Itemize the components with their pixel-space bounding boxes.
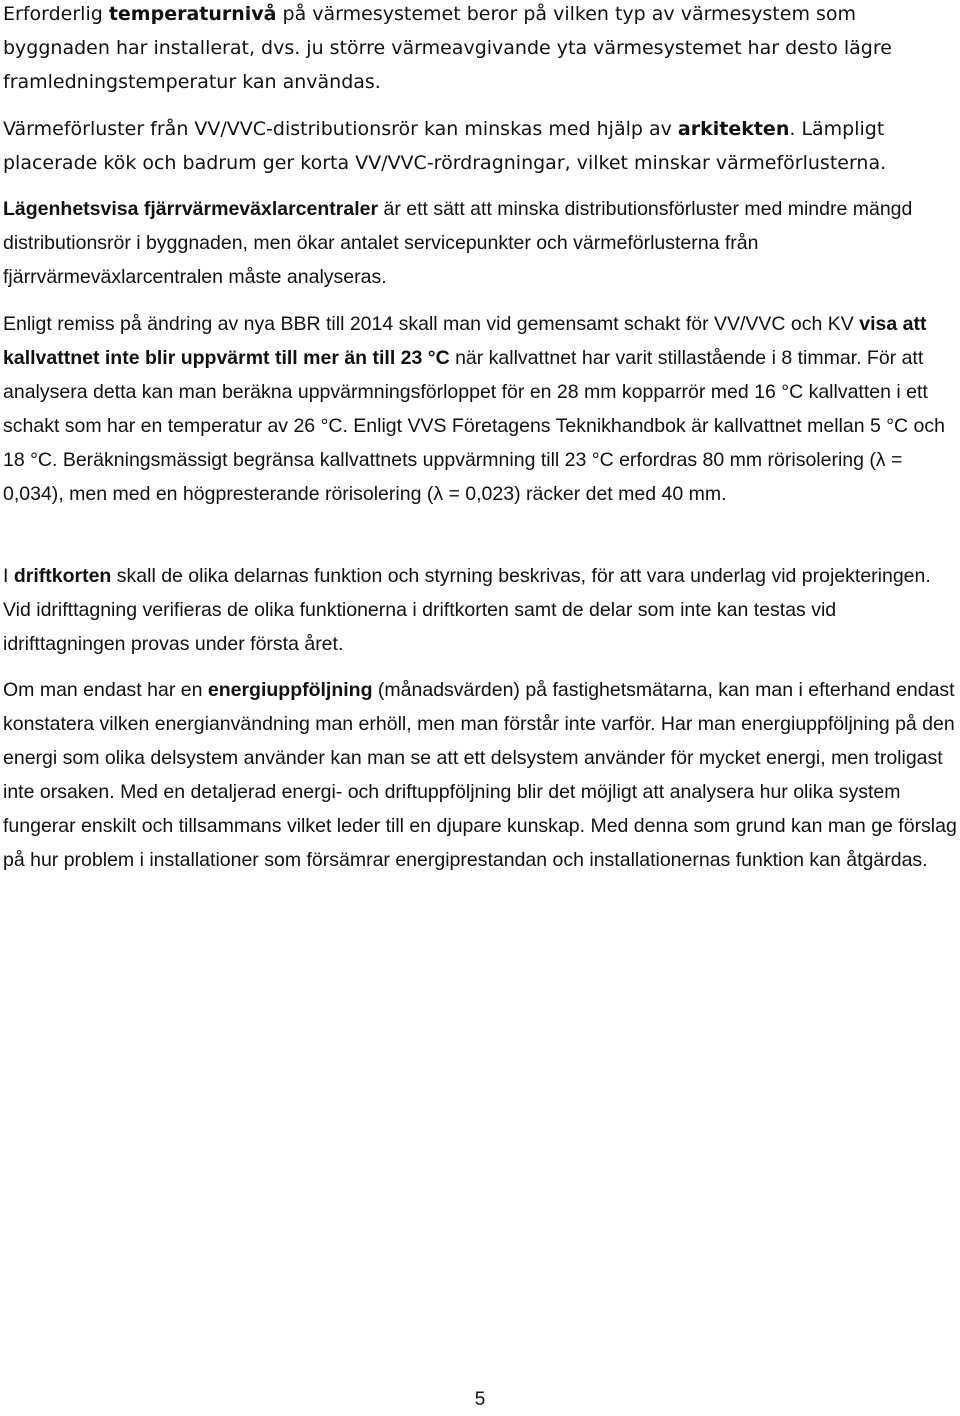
text-segment: Om man endast har en <box>3 679 208 701</box>
bold-term: arkitekten <box>677 118 790 140</box>
text-segment: på värmesystemet beror på vilken typ av värmesystem som byggnaden har installerat, dvs. ju större värmeavgivande yta värmesystemet har desto lägre framledningstemperatur kan användas. <box>3 3 892 93</box>
page-number: 5 <box>474 1389 486 1410</box>
paragraph-temperature-level <box>3 0 958 99</box>
text-segment: när kallvattnet har varit stillastående i 8 timmar. För att analysera detta kan man beräkna uppvärmningsförloppet för en 28 mm kopparrör med 16 °C kallvatten i ett schakt som har en temperatur av 26 °C. Enligt VVS Företagens Teknikhandbok är kallvattnet mellan 5 °C och 18 °C. Beräkningsmässigt begränsa kallvattnets uppvärmning till 23 °C erfordras 80 mm rörisolering (λ = 0,034), men med en högpresterande rörisolering (λ = 0,023) räcker det med 40 mm. <box>3 347 945 505</box>
text-segment: är ett sätt att minska distributionsförluster med mindre mängd distributionsrör i byggnaden, men ökar antalet servicepunkter och värmeförlusterna från fjärrvärmeväxlarcentralen måste analyseras. <box>3 198 913 288</box>
paragraph-district-heating <box>3 192 958 294</box>
text-segment: I <box>3 565 14 587</box>
bold-term: visa att kallvattnet inte blir uppvärmt till mer än till 23 °C <box>3 313 927 369</box>
text-segment: Enligt remiss på ändring av nya BBR till 2014 skall man vid gemensamt schakt för VV/VVC och KV <box>3 313 860 335</box>
bold-term: energiuppföljning <box>207 679 373 701</box>
paragraph-bbr-referral <box>3 307 958 511</box>
bold-term: driftkorten <box>13 565 112 587</box>
bold-term: Lägenhetsvisa fjärrvärmeväxlarcentraler <box>3 198 379 220</box>
text-segment: Erforderlig <box>3 3 109 25</box>
text-segment: Värmeförluster från VV/VVC-distributionsrör kan minskas med hjälp av <box>3 118 678 140</box>
text-segment: . Lämpligt placerade kök och badrum ger korta VV/VVC-rördragningar, vilket minskar värmeförlusterna. <box>3 118 887 174</box>
paragraph-operation-cards <box>3 559 958 661</box>
bold-term: temperaturnivå <box>108 3 277 25</box>
text-segment: skall de olika delarnas funktion och styrning beskrivas, för att vara underlag vid projekteringen. Vid idrifttagning verifieras de olika funktionerna i driftkorten samt de delar som inte kan testas vid idrifttagningen provas under första året. <box>3 565 931 655</box>
paragraph-energy-monitoring <box>3 673 958 877</box>
text-segment: (månadsvärden) på fastighetsmätarna, kan man i efterhand endast konstatera vilken energianvändning man erhöll, men man förstår inte varför. Har man energiuppföljning på den energi som olika delsystem använder kan man se att ett delsystem använder för mycket energi, men troligast inte orsaken. Med en detaljerad energi- och driftuppföljning blir det möjligt att analysera hur olika system fungerar enskilt och tillsammans vilket leder till en djupare kunskap. Med denna som grund kan man ge förslag på hur problem i installationer som försämrar energiprestandan och installationernas funktion kan åtgärdas. <box>3 679 957 871</box>
paragraph-heat-losses <box>3 112 958 180</box>
